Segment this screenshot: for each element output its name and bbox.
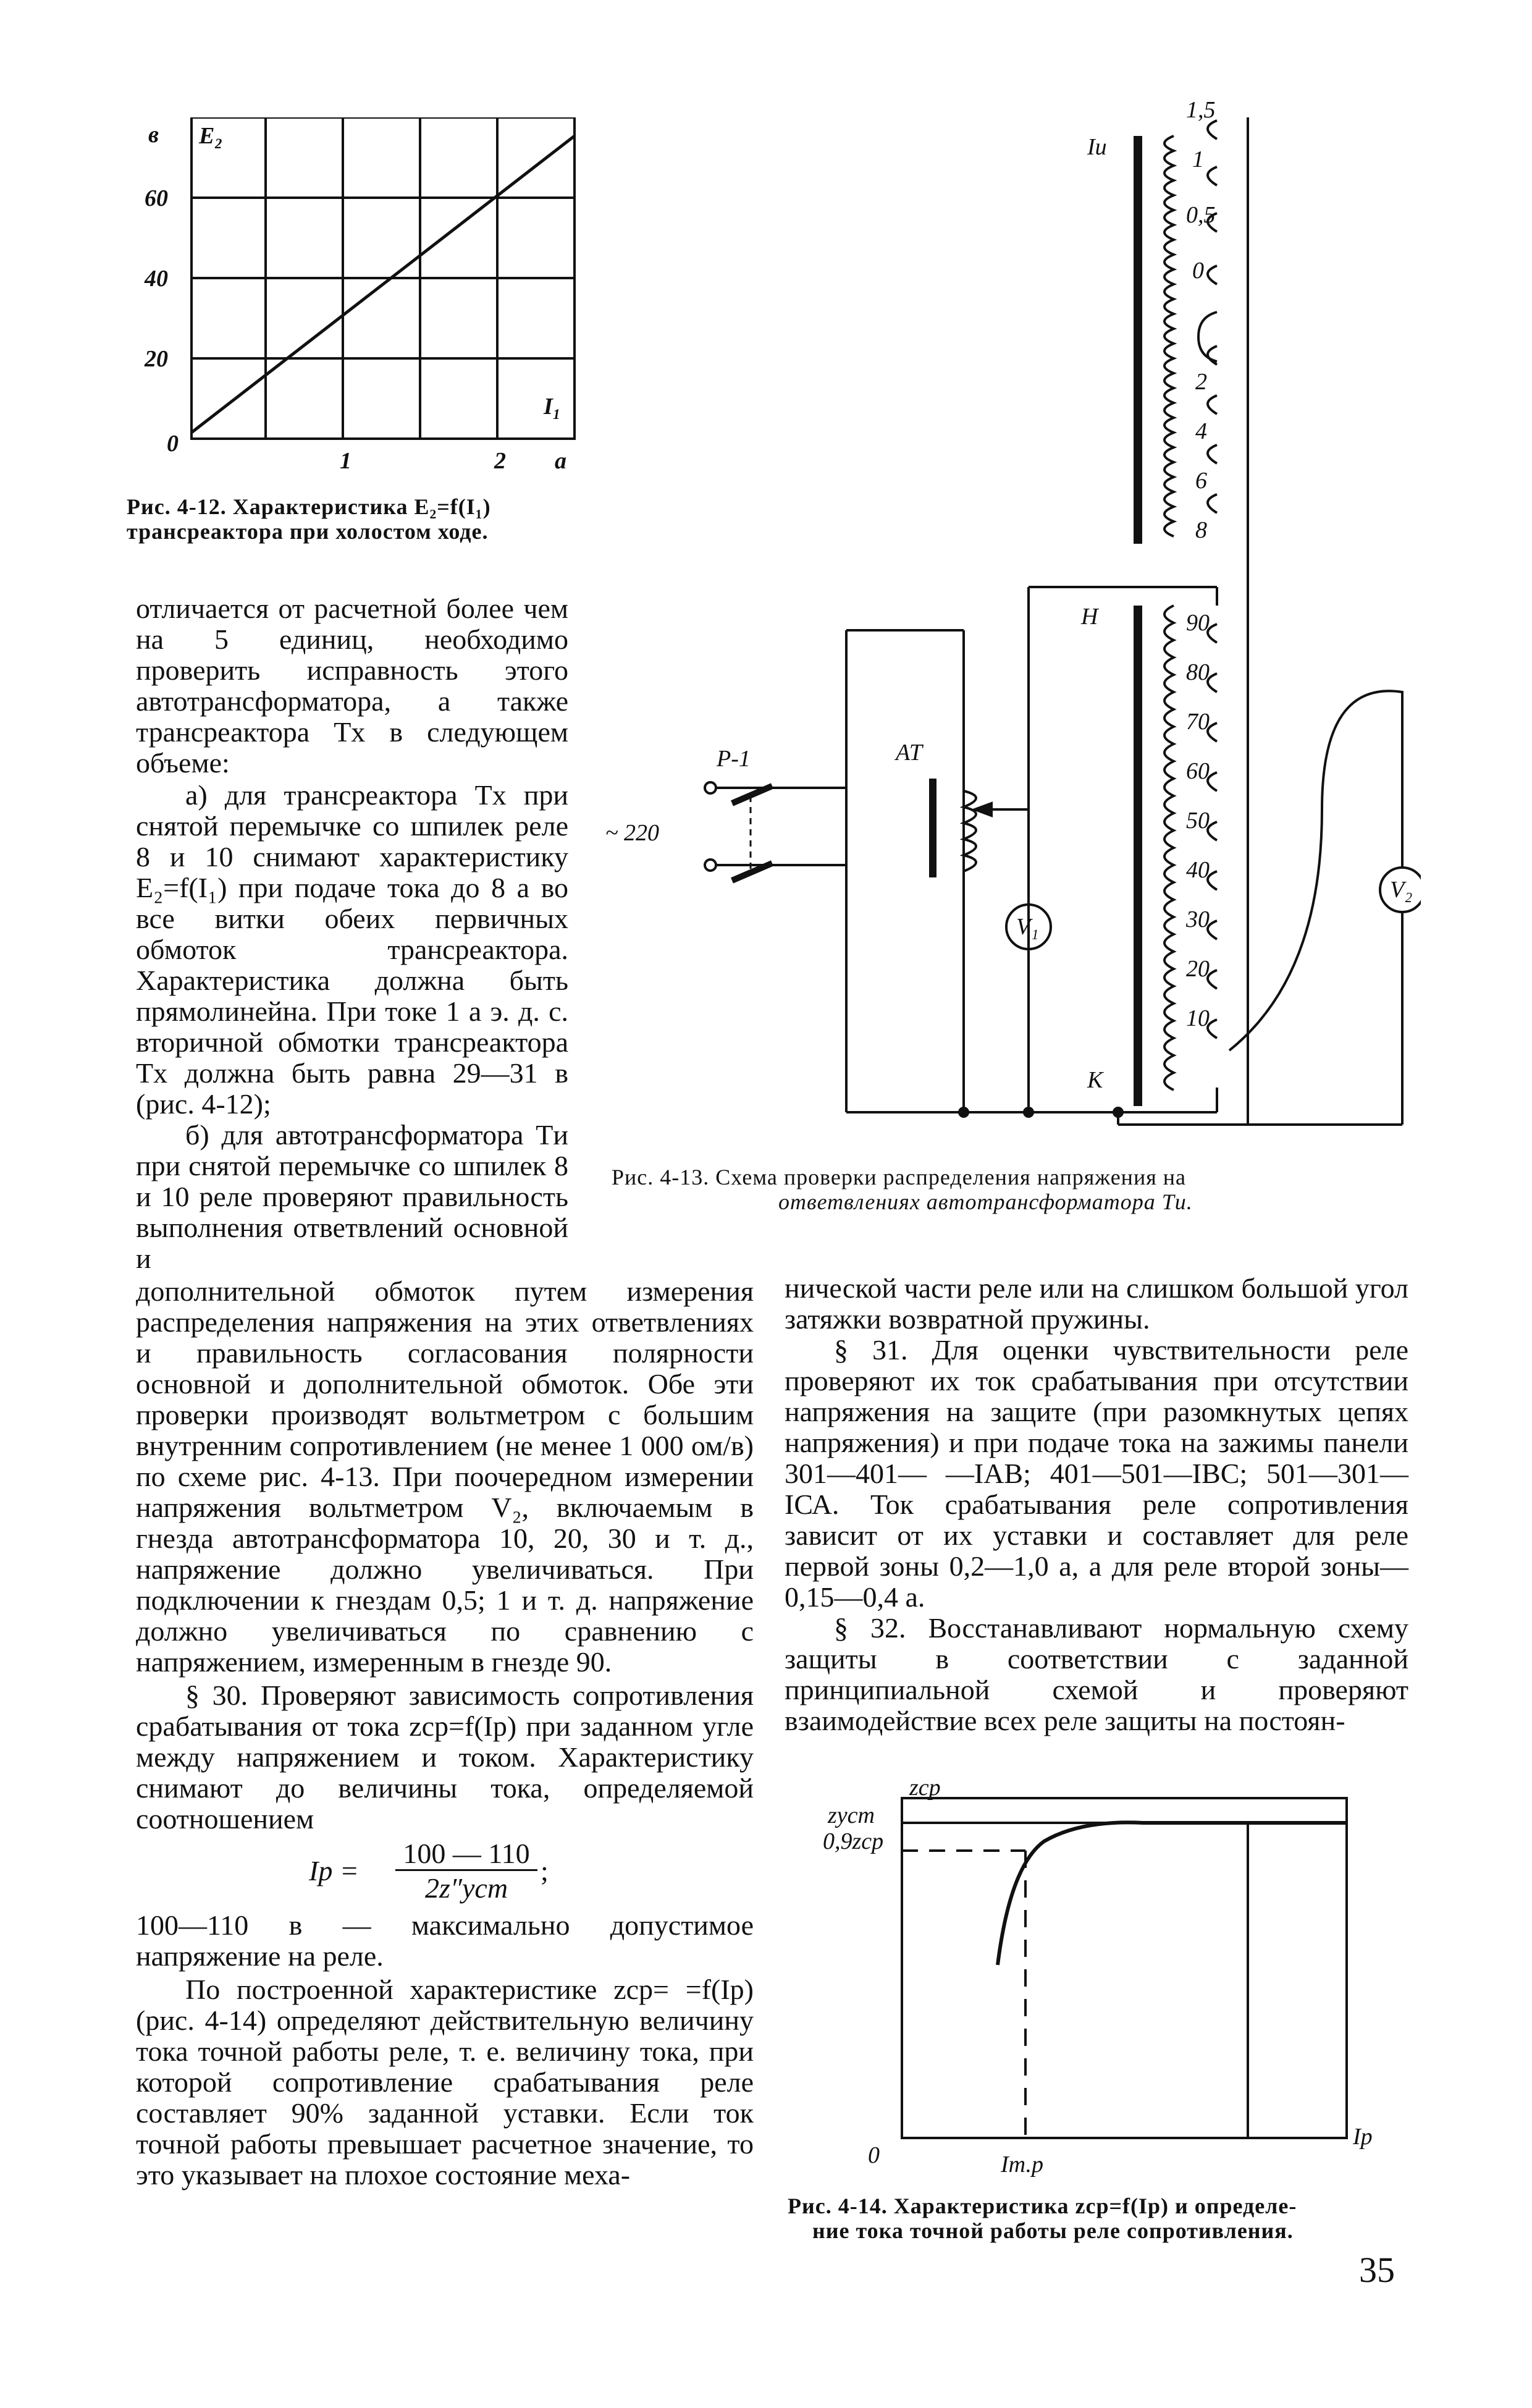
tap-label: 20: [1186, 956, 1210, 982]
y-unit: в: [148, 122, 159, 148]
left-text-top: [136, 593, 568, 1274]
tap-label: 0,5: [1186, 202, 1216, 228]
at-label: АТ: [896, 740, 922, 766]
relay-label: Р-1: [717, 746, 751, 772]
figure-4-12: [142, 117, 612, 476]
tap-label: 70: [1186, 709, 1210, 735]
coil-label: Iи: [1087, 134, 1107, 160]
x-label: Iр: [1353, 2124, 1373, 2150]
x-tick: 2: [494, 448, 506, 474]
paragraph: нической части реле или на слишком большой угол затяжки возвратной пружины.: [785, 1272, 1408, 1335]
y-tick: 20: [145, 346, 168, 372]
i-exact-label: Iт.р: [1001, 2152, 1044, 2178]
paragraph: б) для автотрансформатора Tи при снятой перемычке со шпилек 8 и 10 реле проверяют правильность выполнения ответвлений основной и: [136, 1119, 568, 1274]
paragraph: § 30. Проверяют зависимость сопротивления срабатывания от тока zср=f(Iр) при заданном угле между напряжением и током. Характеристику снимают до величины тока, определяемой соотношением: [136, 1679, 754, 1835]
characteristic-curve: [998, 1822, 1347, 1965]
figure-4-14-caption: Рис. 4-14. Характеристика zср=f(Iр) и определе- ние тока точной работы реле сопротивления.: [788, 2194, 1297, 2243]
paragraph: дополнительной обмоток путем измерения распределения напряжения на этих ответвлениях и правильность согласования полярности основной и дополнительной обмоток. Обе эти проверки производят вольтметром с большим внутренним сопротивлением (не менее 1 000 ом/в) по схеме рис. 4-13. При поочередном измерении напряжения вольтметром V₂, включаемым в гнезда автотрансформатора 10, 20, 30 и т. д., напряжение должно увеличиваться. При подключении к гнездам 0,5; 1 и т. д. напряжение должно увеличиваться по сравнению с напряжением, измеренным в гнезде 90.: [136, 1275, 754, 1678]
tap-label: 80: [1186, 659, 1210, 685]
figure-4-14: [822, 1773, 1408, 2181]
paragraph: § 32. Восстанавливают нормальную схему защиты в соответствии с заданной принципиальной схемой и проверяют взаимодействие всех реле защиты на постоян-: [785, 1612, 1408, 1736]
v1-label: V₁: [1016, 914, 1039, 940]
z-09-label: 0,9zср: [823, 1828, 884, 1854]
z-set-label: zуст: [828, 1802, 875, 1828]
figure-4-12-caption: Рис. 4-12. Характеристика E₂=f(I₁) трансреактора при холостом ходе.: [127, 494, 491, 544]
tap-label: 10: [1186, 1005, 1210, 1031]
supply-label: ~ 220: [605, 820, 660, 846]
x-tick: 1: [340, 448, 351, 474]
paragraph: § 31. Для оценки чувствительности реле проверяют их ток срабатывания при отсутствии напряжения на защите (при разомкнутых цепях напряжения) и при подаче тока на зажимы панели 301—401— —IАВ; 401—501—IВС; 501—301—IСА. Ток срабатывания реле сопротивления зависит от их уставки и составляет для реле первой зоны 0,2—1,0 а, а для реле второй зоны—0,15—0,4 а.: [785, 1334, 1408, 1613]
origin-label: 0: [868, 2142, 880, 2168]
tap-label: 1: [1192, 146, 1204, 172]
tap-label: 0: [1192, 258, 1204, 284]
x-unit: а: [555, 448, 566, 474]
tap-label: 30: [1186, 906, 1210, 932]
formula: Iр = 100 — 110 2z″уст ;: [309, 1838, 549, 1904]
figure-4-13: [593, 99, 1421, 1162]
page-number: 35: [1359, 2250, 1395, 2290]
tap-label: 6: [1195, 468, 1207, 494]
y-tick: 40: [145, 266, 168, 292]
tap-label: 40: [1186, 857, 1210, 883]
left-text-bottom: [136, 1276, 754, 2190]
tap-label: 8: [1195, 517, 1207, 543]
characteristic-line: [192, 136, 574, 433]
paragraph: 100—110 в — максимально допустимое напряжение на реле.: [136, 1909, 754, 1972]
paragraph: отличается от расчетной более чем на 5 единиц, необходимо проверить исправность этого автотрансформатора, а также трансреактора Tх в следующем объеме:: [136, 593, 568, 779]
y-label: zср: [909, 1775, 941, 1801]
y-tick: 60: [145, 185, 168, 211]
tap-label: 60: [1186, 758, 1210, 784]
paragraph: а) для трансреактора Tх при снятой перемычке со шпилек реле 8 и 10 снимают характеристику E₂=f(I₁) при подаче тока до 8 а во все витки обеих первичных обмоток трансреактора. Характеристика должна быть прямолинейна. При токе 1 а э. д. с. вторичной обмотки трансреактора Tх должна быть равна 29—31 в (рис. 4-12);: [136, 779, 568, 1120]
x-label: I₁: [544, 394, 562, 420]
end-label: К: [1087, 1067, 1103, 1093]
tap-label: 50: [1186, 808, 1210, 834]
tap-label: 4: [1195, 418, 1207, 444]
tap-label: 2: [1195, 369, 1207, 395]
tap-label: 1,5: [1186, 99, 1216, 123]
v2-label: V₂: [1390, 877, 1413, 903]
tap-label: 90: [1186, 610, 1210, 636]
origin-label: 0: [167, 431, 179, 457]
start-label: Н: [1081, 604, 1098, 630]
right-text: [785, 1273, 1408, 1736]
paragraph: По построенной характеристике zср= =f(Iр) (рис. 4-14) определяют действительную величину тока точной работы реле, т. е. величину тока, при которой сопротивление срабатывания реле составляет 90% заданной уставки. Если ток точной работы превышает расчетное значение, то это указывает на плохое состояние меха-: [136, 1974, 754, 2190]
figure-4-13-caption: Рис. 4-13. Схема проверки распределения напряжения на ответвлениях автотрансформатора Tи.: [612, 1165, 1193, 1214]
y-label: E₂: [199, 123, 223, 149]
